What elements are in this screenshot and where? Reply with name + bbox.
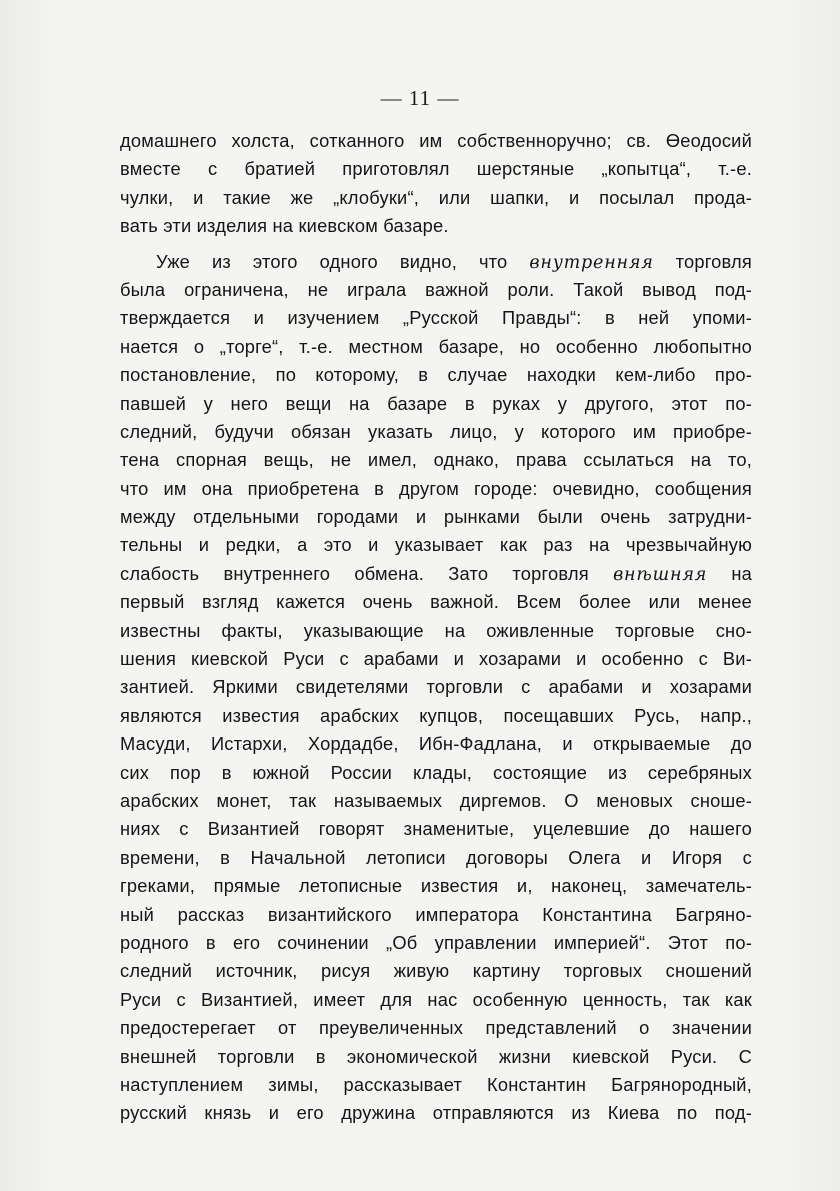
text-line: между отдельными городами и рынками были очень затрудни-: [120, 506, 752, 528]
text-line: предостерегает от преувеличенных представлений о значении: [120, 1017, 752, 1039]
text-line: постановление, по которому, в случае находки кем-либо про-: [120, 364, 752, 386]
text-fragment: торговля: [675, 250, 753, 272]
body-text: [120, 127, 752, 1128]
text-line: вать эти изделия на киевском базаре.: [120, 215, 449, 237]
paragraph-gap: [120, 241, 752, 248]
text-line: следний источник, рисуя живую картину торговых сношений: [120, 960, 752, 982]
text-line: Масуди, Истархи, Хордадбе, Ибн-Фадлана, и открываемые до: [120, 733, 752, 755]
text-line: вместе с братией приготовлял шерстяные „копытца“, т.-е.: [120, 158, 752, 180]
text-fragment: слабость внутреннего обмена. Зато торговля: [120, 562, 589, 584]
text-line: ниях с Византией говорят знаменитые, уцелевшие до нашего: [120, 818, 752, 840]
text-line: [120, 560, 752, 588]
text-line: тельны и редки, а это и указывает как раз на чрезвычайную: [120, 534, 752, 556]
page-number: — 11 —: [380, 86, 460, 110]
text-line: арабских монет, так называемых диргемов. О меновых сноше-: [120, 789, 752, 811]
text-line: павшей у него вещи на базаре в руках у другого, этот по-: [120, 392, 752, 414]
text-line: Руси с Византией, имеет для нас особенную ценность, так как: [120, 988, 752, 1010]
text-line: была ограничена, не играла важной роли. Такой вывод под-: [120, 278, 752, 300]
text-line: греками, прямые летописные известия и, наконец, замечатель-: [120, 875, 752, 897]
text-line: сих пор в южной России клады, состоящие из серебряных: [120, 761, 752, 783]
emphasis-external: внѣшняя: [613, 564, 708, 585]
text-line: наступлением зимы, рассказывает Константин Багрянородный,: [120, 1073, 752, 1095]
text-line: шения киевской Руси с арабами и хозарами и особенно с Ви-: [120, 648, 752, 670]
text-line: внешней торговли в экономической жизни киевской Руси. С: [120, 1045, 752, 1067]
text-line: русский князь и его дружина отправляются из Киева по под-: [120, 1102, 752, 1124]
text-line: времени, в Начальной летописи договоры Олега и Игоря с: [120, 846, 752, 868]
paragraph-2: [120, 248, 752, 1128]
text-line: первый взгляд кажется очень важной. Всем более или менее: [120, 591, 752, 613]
text-line: тена спорная вещь, не имел, однако, права ссылаться на то,: [120, 449, 752, 471]
text-line: чулки, и такие же „клобуки“, или шапки, и посылал прода-: [120, 186, 752, 208]
text-line: являются известия арабских купцов, посещавших Русь, напр.,: [120, 704, 752, 726]
text-fragment: Уже из этого одного видно, что: [156, 250, 508, 272]
text-line: тверждается и изучением „Русской Правды“: в ней упоми-: [120, 307, 752, 329]
text-line: ный рассказ византийского императора Константина Багряно-: [120, 903, 752, 925]
text-line: домашнего холста, сотканного им собственноручно; св. Өеодосий: [120, 130, 752, 151]
text-line: следний, будучи обязан указать лицо, у которого им приобре-: [120, 420, 752, 442]
emphasis-internal: внутренняя: [529, 252, 654, 273]
text-line: зантией. Яркими свидетелями торговли с арабами и хозарами: [120, 676, 752, 698]
text-fragment: на: [731, 562, 753, 584]
text-line: родного в его сочинении „Об управлении империей“. Этот по-: [120, 931, 752, 953]
text-line: что им она приобретена в другом городе: очевидно, сообщения: [120, 477, 752, 499]
text-line: [120, 248, 752, 276]
paragraph-1: [120, 127, 752, 241]
text-line: известны факты, указывающие на оживленные торговые сно-: [120, 619, 752, 641]
text-line: нается о „торге“, т.-е. местном базаре, но особенно любопытно: [120, 335, 752, 357]
